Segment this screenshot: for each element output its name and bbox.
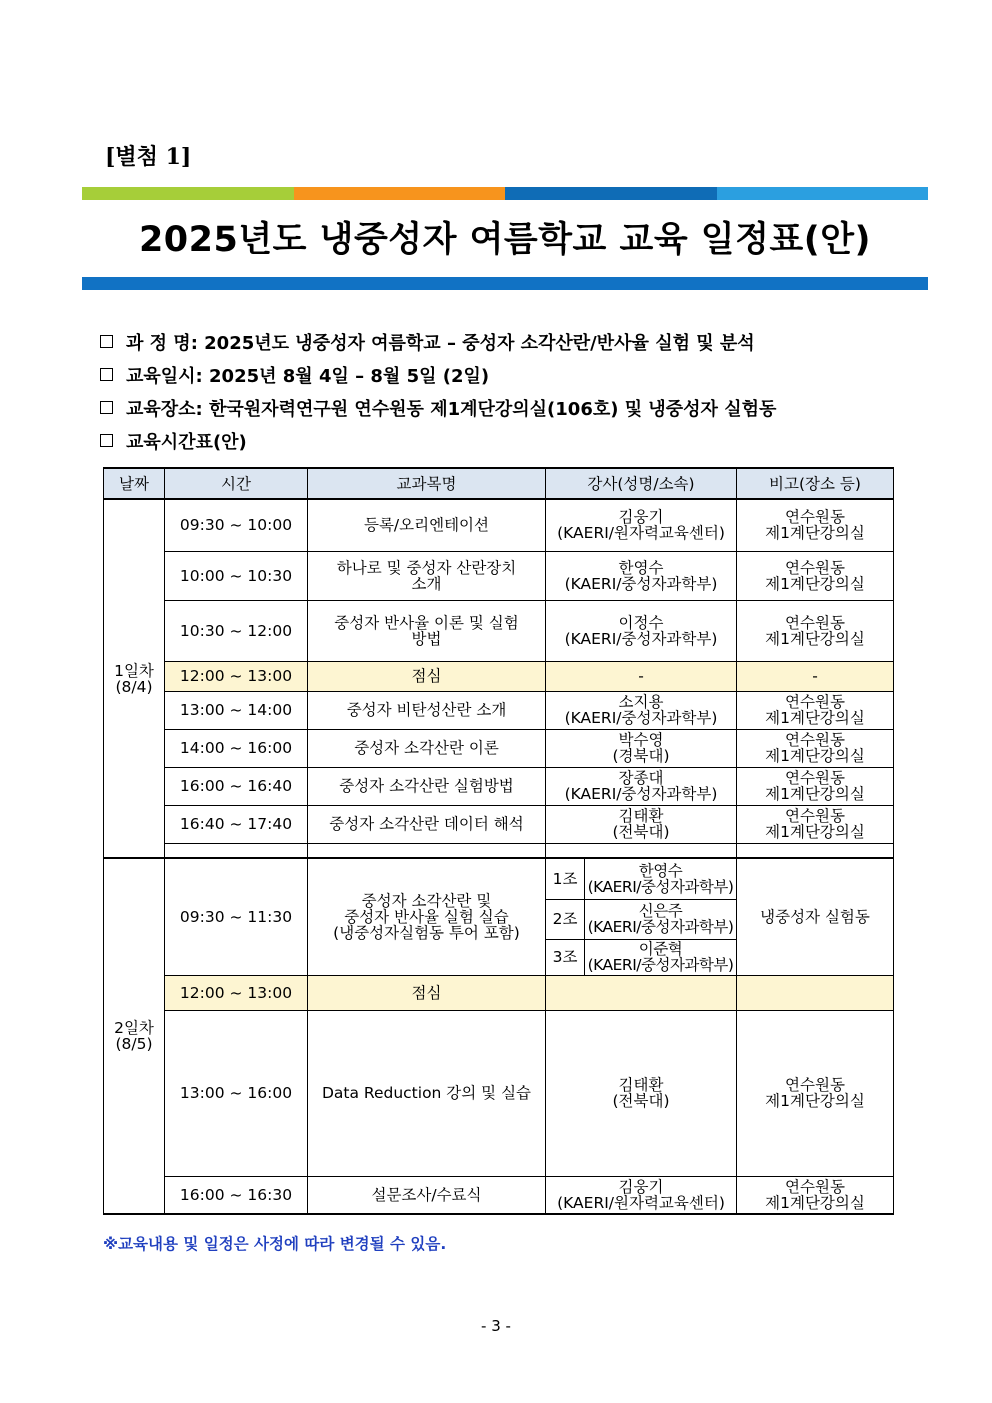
header-note: 비고(장소 등) [737,468,894,499]
instructor-affiliation: (KAERI/중성자과학부) [587,956,734,974]
instructor-affiliation: (KAERI/원자력교육센터) [557,524,725,543]
table-row [104,805,894,843]
note-line: 연수원동 [785,693,845,711]
day1-cell [104,499,165,858]
subject-line: 중성자 반사율 이론 및 실험 [334,613,519,632]
instructor-name: 신은주 [638,902,683,920]
band-segment-lightblue [717,187,929,200]
time-cell: 10:30 ~ 12:00 [165,600,308,661]
subject-line: 등록/오리엔테이션 [363,516,489,535]
note-cell [737,805,894,843]
note-cell: 냉중성자 실험동 [737,858,894,975]
instructor-affiliation: (경북대) [612,747,670,765]
day2-cell [104,858,165,1214]
subject-line: 중성자 소각산란 및 [361,891,492,910]
instructor-name: 소지용 [618,693,664,711]
day2-label: 2일차 [114,1019,154,1037]
instructor-cell [546,600,737,661]
note-cell [737,691,894,729]
table-row [104,729,894,767]
instructor-affiliation: (KAERI/중성자과학부) [587,918,734,936]
instructor-affiliation: (KAERI/중성자과학부) [564,709,718,727]
instructor-cell [546,975,737,1010]
instructor-cell [585,939,737,975]
time-cell: 13:00 ~ 16:00 [165,1010,308,1176]
subject-cell [308,499,546,551]
subject-cell: 중성자 소각산란 이론 [308,729,546,767]
info-timetable-text: 교육시간표(안) [126,431,247,453]
note-line: 제1계단강의실 [765,823,865,841]
table-row-lunch [104,975,894,1010]
note-cell [737,767,894,805]
note-cell [737,1010,894,1176]
note-cell [737,729,894,767]
note-line: 제1계단강의실 [765,747,865,765]
note-line: 연수원동 [785,807,845,825]
time-cell: 12:00 ~ 13:00 [165,661,308,691]
note-line: 연수원동 [785,731,845,749]
band-segment-green [82,187,294,200]
header-subject: 교과목명 [308,468,546,499]
instructor-cell: - [546,661,737,691]
checkbox-square-icon [100,335,113,348]
time-cell: 10:00 ~ 10:30 [165,551,308,600]
instructor-name: 이정수 [618,613,664,632]
table-row [104,767,894,805]
table-row [104,858,894,899]
info-course-name [100,325,920,358]
table-row-lunch [104,661,894,691]
note-line: 연수원동 [785,1076,845,1094]
subject-cell: Data Reduction 강의 및 실습 [308,1010,546,1176]
instructor-cell [546,1176,737,1214]
subject-line: 방법 [411,629,442,648]
time-cell: 16:00 ~ 16:30 [165,1176,308,1214]
instructor-cell [585,899,737,939]
empty-cell [165,843,308,858]
time-cell: 09:30 ~ 10:00 [165,499,308,551]
note-line: 연수원동 [785,769,845,787]
instructor-name: 장종대 [618,769,664,787]
empty-cell [546,843,737,858]
header-time: 시간 [165,468,308,499]
instructor-cell [546,551,737,600]
course-info [100,325,920,457]
note-cell: - [737,661,894,691]
note-cell [737,1176,894,1214]
note-line: 제1계단강의실 [765,709,865,727]
note-cell [737,499,894,551]
group-cell: 1조 [546,858,585,899]
subject-line: 중성자 반사율 실험 실습 [344,907,509,926]
note-line: 제1계단강의실 [765,524,865,543]
header-instructor: 강사(성명/소속) [546,468,737,499]
instructor-name: 김웅기 [618,1177,664,1196]
time-cell: 16:40 ~ 17:40 [165,805,308,843]
checkbox-square-icon [100,401,113,414]
note-line: 제1계단강의실 [765,574,865,593]
attachment-label: [별첨 1] [105,144,192,170]
table-row [104,1010,894,1176]
table-row [104,691,894,729]
subject-cell: 중성자 소각산란 실험방법 [308,767,546,805]
time-cell: 16:00 ~ 16:40 [165,767,308,805]
subject-cell [308,551,546,600]
time-cell: 13:00 ~ 14:00 [165,691,308,729]
instructor-cell [546,1010,737,1176]
time-cell: 12:00 ~ 13:00 [165,975,308,1010]
instructor-name: 한영수 [618,558,664,577]
subject-cell [308,600,546,661]
note-line: 제1계단강의실 [765,1193,865,1212]
note-cell [737,551,894,600]
info-course-name-text: 과 정 명: 2025년도 냉중성자 여름학교 – 중성자 소각산란/반사율 실험 및 분석 [126,332,755,354]
table-row [104,600,894,661]
title-underline-bar [82,277,928,290]
day2-date: (8/5) [115,1035,153,1053]
subject-cell [308,858,546,975]
info-timetable [100,424,920,457]
note-cell [737,600,894,661]
instructor-name: 한영수 [638,861,683,880]
schedule-table [103,467,894,1215]
subject-cell: 중성자 비탄성산란 소개 [308,691,546,729]
instructor-name: 김태환 [618,807,664,825]
instructor-cell [585,858,737,899]
table-row [104,499,894,551]
subject-line: 소개 [411,574,442,593]
checkbox-square-icon [100,368,113,381]
instructor-affiliation: (KAERI/중성자과학부) [564,574,718,593]
instructor-name: 김웅기 [618,508,664,527]
instructor-cell [546,767,737,805]
note-line: 제1계단강의실 [765,629,865,648]
group-cell: 2조 [546,899,585,939]
info-period [100,358,920,391]
info-location [100,391,920,424]
note-line: 연수원동 [785,508,845,527]
table-row-spacer [104,843,894,858]
info-period-text: 교육일시: 2025년 8월 4일 – 8월 5일 (2일) [126,365,490,387]
header-date: 날짜 [104,468,165,499]
instructor-name: 이준혁 [638,940,683,958]
page-title: 2025년도 냉중성자 여름학교 교육 일정표(안) [138,220,872,260]
note-line: 제1계단강의실 [765,1092,865,1110]
time-cell: 09:30 ~ 11:30 [165,858,308,975]
instructor-affiliation: (KAERI/중성자과학부) [564,785,718,803]
checkbox-square-icon [100,434,113,447]
table-row [104,1176,894,1214]
note-line: 연수원동 [785,613,845,632]
instructor-affiliation: (KAERI/중성자과학부) [564,629,718,648]
subject-line: (냉중성자실험동 투어 포함) [333,923,520,942]
subject-cell: 중성자 소각산란 데이터 해석 [308,805,546,843]
instructor-name: 박수영 [618,731,664,749]
band-segment-blue [505,187,717,200]
info-location-text: 교육장소: 한국원자력연구원 연수원동 제1계단강의실(106호) 및 냉중성자 실험동 [126,398,777,420]
subject-cell: 점심 [308,661,546,691]
instructor-affiliation: (전북대) [612,823,670,841]
note-line: 연수원동 [785,558,845,577]
instructor-cell [546,499,737,551]
day1-label: 1일차 [114,661,154,680]
instructor-cell [546,805,737,843]
schedule-footnote: ※교육내용 및 일정은 사정에 따라 변경될 수 있음. [103,1235,447,1253]
empty-cell [308,843,546,858]
instructor-cell [546,729,737,767]
instructor-affiliation: (KAERI/중성자과학부) [587,877,734,896]
group-cell: 3조 [546,939,585,975]
empty-cell [737,843,894,858]
subject-cell: 점심 [308,975,546,1010]
day1-date: (8/4) [115,677,153,696]
instructor-cell [546,691,737,729]
table-row [104,551,894,600]
note-cell [737,975,894,1010]
color-band [82,187,928,200]
page-number: - 3 - [481,1317,511,1335]
subject-line: 하나로 및 중성자 산란장치 [336,558,517,577]
note-line: 연수원동 [785,1177,845,1196]
instructor-affiliation: (KAERI/원자력교육센터) [557,1193,725,1212]
instructor-name: 김태환 [618,1076,664,1094]
instructor-affiliation: (전북대) [612,1092,670,1110]
band-segment-orange [294,187,506,200]
subject-cell: 설문조사/수료식 [308,1176,546,1214]
note-line: 제1계단강의실 [765,785,865,803]
time-cell: 14:00 ~ 16:00 [165,729,308,767]
table-header-row [104,468,894,499]
